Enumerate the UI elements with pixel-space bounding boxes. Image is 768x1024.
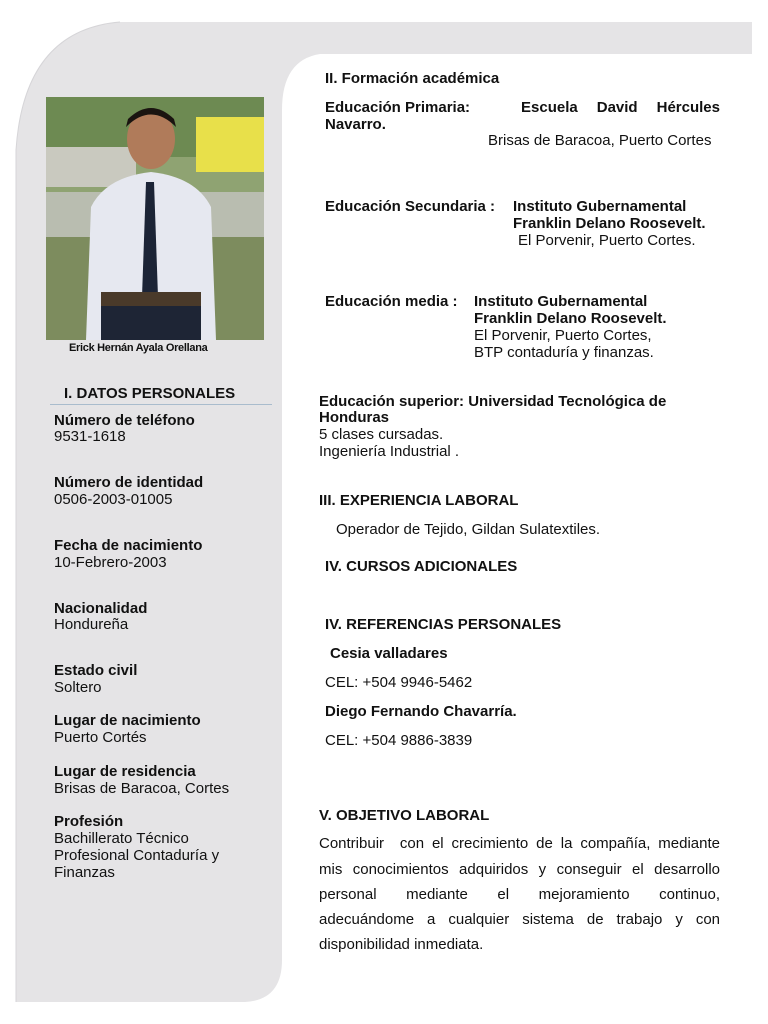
residence-value: Brisas de Baracoa, Cortes (54, 780, 230, 797)
profession-line: Finanzas (54, 864, 115, 881)
civil-value: Soltero (54, 679, 102, 696)
superior-line: Educación superior: Universidad Tecnológica de (319, 393, 667, 410)
references-heading: IV. REFERENCIAS PERSONALES (325, 616, 562, 633)
media-place: El Porvenir, Puerto Cortes, (474, 327, 652, 344)
education-heading: II. Formación académica (325, 70, 500, 87)
id-label: Número de identidad (54, 474, 204, 491)
objective-line: Contribuir con el crecimiento de la compañía, mediante (319, 835, 720, 852)
phone-label: Número de teléfono (54, 412, 195, 429)
profession-line: Profesional Contaduría y (54, 847, 220, 864)
heading-rule (50, 404, 272, 405)
media-school: Instituto Gubernamental (474, 293, 648, 310)
name-caption: Erick Hernán Ayala Orellana (69, 342, 208, 354)
primary-school-cont: Navarro. (325, 116, 386, 133)
secondary-place: El Porvenir, Puerto Cortes. (518, 232, 696, 249)
superior-classes: 5 clases cursadas. (319, 426, 444, 443)
superior-line: Honduras (319, 409, 390, 426)
media-label: Educación media : (325, 293, 458, 310)
media-degree: BTP contaduría y finanzas. (474, 344, 654, 361)
superior-career: Ingeniería Industrial . (319, 443, 460, 460)
reference-phone: CEL: +504 9886-3839 (325, 732, 473, 749)
reference-name: Diego Fernando Chavarría. (325, 703, 517, 720)
objective-heading: V. OBJETIVO LABORAL (319, 807, 490, 824)
id-value: 0506-2003-01005 (54, 491, 173, 508)
civil-label: Estado civil (54, 662, 138, 679)
courses-heading: IV. CURSOS ADICIONALES (325, 558, 518, 575)
birthplace-label: Lugar de nacimiento (54, 712, 201, 729)
objective-line: mis conocimientos adquiridos y conseguir el desarrollo (319, 861, 720, 878)
nationality-label: Nacionalidad (54, 600, 148, 617)
reference-name: Cesia valladares (330, 645, 448, 662)
media-school-cont: Franklin Delano Roosevelt. (474, 310, 667, 327)
birthplace-value: Puerto Cortés (54, 729, 147, 746)
objective-line: adecuándome a cualquier sistema de trabajo y con (319, 911, 720, 928)
secondary-school: Instituto Gubernamental (513, 198, 687, 215)
nationality-value: Hondureña (54, 616, 129, 633)
experience-heading: III. EXPERIENCIA LABORAL (319, 492, 519, 509)
birth-label: Fecha de nacimiento (54, 537, 203, 554)
phone-value: 9531-1618 (54, 428, 126, 445)
profile-photo (46, 97, 264, 340)
profession-label: Profesión (54, 813, 124, 830)
primary-label: Educación Primaria: (325, 99, 471, 116)
residence-label: Lugar de residencia (54, 763, 196, 780)
primary-place: Brisas de Baracoa, Puerto Cortes (488, 132, 712, 149)
secondary-school-cont: Franklin Delano Roosevelt. (513, 215, 706, 232)
secondary-label: Educación Secundaria : (325, 198, 496, 215)
objective-line: disponibilidad inmediata. (319, 936, 484, 953)
experience-job: Operador de Tejido, Gildan Sulatextiles. (336, 521, 601, 538)
personal-heading: I. DATOS PERSONALES (64, 385, 236, 402)
birth-value: 10-Febrero-2003 (54, 554, 167, 571)
objective-line: personal mediante el mejoramiento continuo, (319, 886, 720, 903)
primary-school: Escuela David Hércules (521, 99, 720, 116)
profession-line: Bachillerato Técnico (54, 830, 189, 847)
reference-phone: CEL: +504 9946-5462 (325, 674, 473, 691)
